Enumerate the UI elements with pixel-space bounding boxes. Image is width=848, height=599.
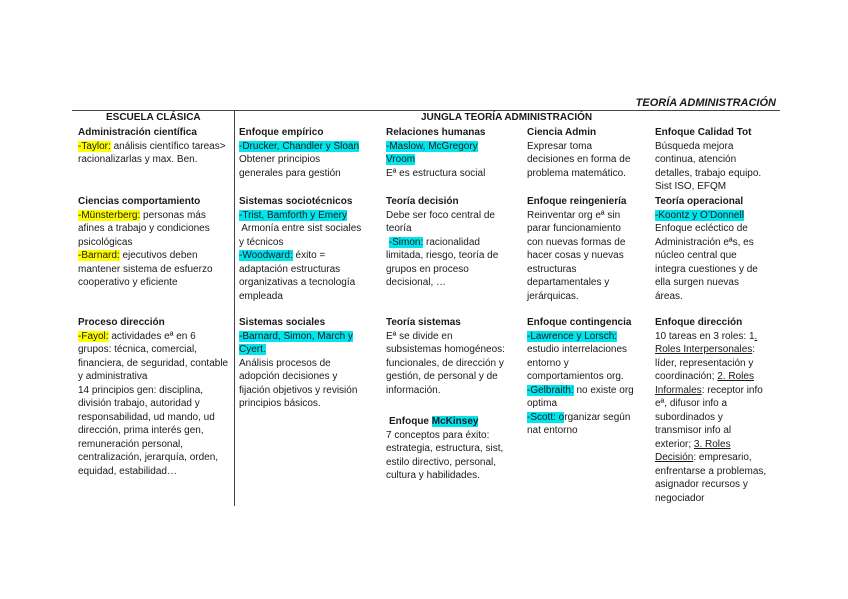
block-enfoque-calidad-tot	[655, 126, 779, 194]
text-line: Obtener principios	[239, 154, 321, 165]
text-line: Expresar toma	[527, 140, 593, 152]
text-line: remuneración personal,	[78, 438, 184, 450]
text-line: detalles, trabajo equipo.	[655, 167, 762, 179]
block-enfoque-reingenieria	[527, 195, 651, 303]
text-line: optima	[527, 398, 558, 409]
text-line: personas más	[140, 209, 206, 221]
author-highlight: -Barnard:	[78, 250, 120, 261]
block-sistemas-sociales	[239, 316, 383, 411]
text-line: negociador	[655, 492, 705, 504]
block-teoria-decision	[386, 195, 524, 290]
text-line: mantener sistema de esfuerzo	[78, 263, 213, 275]
section-heading: Enfoque reingeniería	[527, 196, 627, 207]
text-line: hacer cosas y nuevas	[527, 250, 624, 261]
page-title: TEORÍA ADMINISTRACIÓN	[635, 97, 776, 109]
role-label: 3. Roles	[693, 438, 731, 450]
table-top-rule	[72, 110, 780, 111]
text-line: Eª se divide en	[386, 330, 453, 342]
text-line: estudio interrelaciones	[527, 344, 628, 355]
role-label: Decisión	[655, 452, 694, 463]
heading-text: Enfoque	[389, 416, 432, 427]
block-teoria-sistemas	[386, 316, 524, 397]
text-line: rganizar según	[564, 411, 631, 423]
text-line: cultura y habilidades.	[386, 470, 480, 481]
block-sistemas-sociotecnicos	[239, 195, 383, 303]
text-line: .	[754, 330, 758, 342]
text-line: dirección, prima interés gen,	[78, 425, 204, 436]
text-line: 7 conceptos para éxito:	[386, 429, 490, 441]
text-line: grupos: técnica, comercial,	[78, 344, 197, 355]
text-line: financiera, de seguridad, contable	[78, 357, 229, 369]
section-heading: Ciencia Admin	[527, 127, 597, 138]
text-line: y técnicos	[239, 236, 284, 248]
author-highlight: -Woodward:	[239, 250, 293, 261]
author-highlight: -Drucker, Chandler y Sloan	[239, 140, 360, 152]
block-proceso-direccion	[78, 316, 234, 478]
role-label: 2. Roles	[717, 371, 754, 382]
text-line: fijación objetivos y revisión	[239, 384, 358, 396]
text-line: : receptor info	[701, 384, 763, 396]
author-highlight: -Münsterberg:	[78, 209, 141, 221]
text-line: enfrentarse a problemas,	[655, 465, 767, 477]
author-highlight: -Koontz y O’Donnell	[655, 209, 744, 221]
author-highlight: -Lawrence y Lorsch:	[527, 330, 618, 342]
text-line: funcionales, de dirección y	[386, 357, 504, 369]
section-heading: Teoría sistemas	[386, 317, 461, 328]
text-line: decisiones en forma de	[527, 154, 631, 165]
text-line: y administrativa	[78, 371, 148, 382]
text-line: teoría	[386, 223, 412, 234]
section-heading: Enfoque contingencia	[527, 317, 632, 328]
text-line: Armonía entre sist sociales	[239, 223, 362, 234]
text-line: Eª es estructura social	[386, 167, 486, 179]
text-line: división trabajo, autoridad y	[78, 398, 200, 409]
block-enfoque-contingencia	[527, 316, 651, 438]
column-divider	[234, 110, 235, 506]
block-ciencias-comportamiento	[78, 195, 232, 290]
text-line: 10 tareas en 3 roles: 1	[655, 330, 755, 342]
text-line: Búsqueda mejora	[655, 140, 734, 152]
text-line: ella surgen nuevas	[655, 277, 739, 288]
text-line: racionalizarlas y max. Ben.	[78, 154, 198, 165]
author-highlight: -Fayol:	[78, 330, 109, 342]
text-line: centralización, jerarquía, orden,	[78, 452, 219, 463]
text-line: limitada, riesgo, teoría de	[386, 250, 499, 261]
text-line: con nuevas formas de	[527, 236, 626, 248]
section-heading: Enfoque empírico	[239, 127, 324, 138]
author-highlight: -Barnard, Simon, March y	[239, 330, 353, 342]
section-heading: Sistemas sociales	[239, 317, 326, 328]
section-heading: Enfoque Calidad Tot	[655, 127, 752, 138]
block-enfoque-empirico	[239, 126, 383, 180]
author-highlight: McKinsey	[431, 416, 479, 427]
text-line: adaptación estructuras	[239, 263, 341, 275]
text-line: estrategia, estructura, sist,	[386, 443, 504, 454]
text-line: estructuras	[527, 263, 577, 275]
text-line: subsistemas homogéneos:	[386, 344, 505, 355]
text-line: coordinación;	[655, 371, 718, 382]
author-highlight: -Trist, Bamforth y Emery	[239, 209, 347, 221]
text-line: áreas.	[655, 290, 683, 302]
block-teoria-operacional	[655, 195, 779, 303]
text-line: problema matemático.	[527, 167, 626, 179]
text-line: empleada	[239, 290, 283, 302]
text-line: Administración eªs, es	[655, 236, 754, 248]
text-line: Reinventar org eª sin	[527, 209, 621, 221]
author-highlight: Vroom	[386, 154, 416, 165]
text-line: información.	[386, 384, 441, 396]
role-label: Roles Interpersonales	[655, 344, 753, 355]
text-line: no existe org	[573, 384, 634, 396]
author-highlight: -Scott: o	[527, 411, 565, 423]
text-line: núcleo central que	[655, 250, 737, 261]
text-line: ejecutivos deben	[119, 250, 198, 261]
text-line: integra cuestiones y de	[655, 263, 758, 275]
section-heading: Teoría decisión	[386, 196, 459, 207]
text-line: Análisis procesos de	[239, 357, 331, 369]
block-enfoque-direccion	[655, 316, 781, 505]
text-line: entorno y	[527, 357, 569, 369]
text-line: principios básicos.	[239, 398, 321, 409]
text-line: Sist ISO, EFQM	[655, 181, 727, 192]
author-highlight: -Taylor:	[78, 140, 111, 152]
text-line: estilo directivo, personal,	[386, 456, 497, 468]
text-line: eª, difusor info a	[655, 398, 728, 409]
text-line: afines a trabajo y condiciones	[78, 223, 210, 234]
text-line: departamentales y	[527, 277, 610, 288]
section-heading: Proceso dirección	[78, 317, 165, 328]
text-line: decisional, …	[386, 277, 447, 288]
text-line: éxito =	[292, 250, 326, 261]
section-heading: Teoría operacional	[655, 196, 744, 207]
text-line: organizativas a tecnología	[239, 277, 356, 288]
text-line: psicológicas	[78, 236, 133, 248]
text-line: 14 principios gen: disciplina,	[78, 384, 204, 396]
text-line: asignador recursos y	[655, 479, 748, 490]
text-line: Debe ser foco central de	[386, 209, 495, 221]
author-highlight: -Gelbraith:	[527, 384, 574, 396]
block-relaciones-humanas	[386, 126, 524, 180]
text-line: responsabilidad, ud mando, ud	[78, 411, 215, 423]
section-heading: Relaciones humanas	[386, 127, 486, 138]
text-line: exterior;	[655, 438, 694, 450]
section-heading: Sistemas sociotécnicos	[239, 196, 353, 207]
text-line: generales para gestión	[239, 167, 341, 179]
author-highlight: -Maslow, McGregory	[386, 140, 478, 152]
section-heading: Enfoque dirección	[655, 317, 743, 328]
text-line: subordinados y	[655, 411, 723, 423]
text-line: :	[752, 344, 756, 355]
header-escuela-clasica: ESCUELA CLÁSICA	[106, 112, 201, 123]
text-line: : empresario,	[693, 452, 752, 463]
role-label: Informales	[655, 384, 702, 396]
section-heading	[386, 415, 524, 429]
text-line: gestión, de personal y de	[386, 371, 498, 382]
text-line: análisis científico tareas>	[110, 140, 226, 152]
text-line: continua, atención	[655, 154, 737, 165]
block-admin-cientifica	[78, 126, 232, 167]
text-line: grupos en proceso	[386, 263, 469, 275]
text-line: líder, representación y	[655, 357, 754, 369]
header-jungla: JUNGLA TEORÍA ADMINISTRACIÓN	[421, 112, 593, 123]
text-line: comportamientos org.	[527, 371, 624, 382]
text-line: cooperativo y eficiente	[78, 277, 178, 288]
section-heading: Administración científica	[78, 127, 197, 138]
text-line: equidad, estabilidad…	[78, 465, 177, 477]
block-enfoque-mckinsey	[386, 415, 524, 483]
text-line: actividades eª en 6	[108, 330, 196, 342]
section-heading: Ciencias comportamiento	[78, 196, 201, 207]
text-line: jerárquicas.	[527, 290, 579, 302]
block-ciencia-admin	[527, 126, 651, 180]
text-line: racionalidad	[423, 236, 480, 248]
text-line: parar funcionamiento	[527, 223, 621, 234]
text-line: adopción decisiones y	[239, 371, 338, 382]
author-highlight: Cyert.	[239, 344, 266, 355]
text-line: nat entorno	[527, 425, 578, 436]
author-highlight: -Simon:	[388, 236, 424, 248]
text-line: Enfoque ecléctico de	[655, 223, 748, 234]
text-line: transmisor info al	[655, 425, 732, 436]
